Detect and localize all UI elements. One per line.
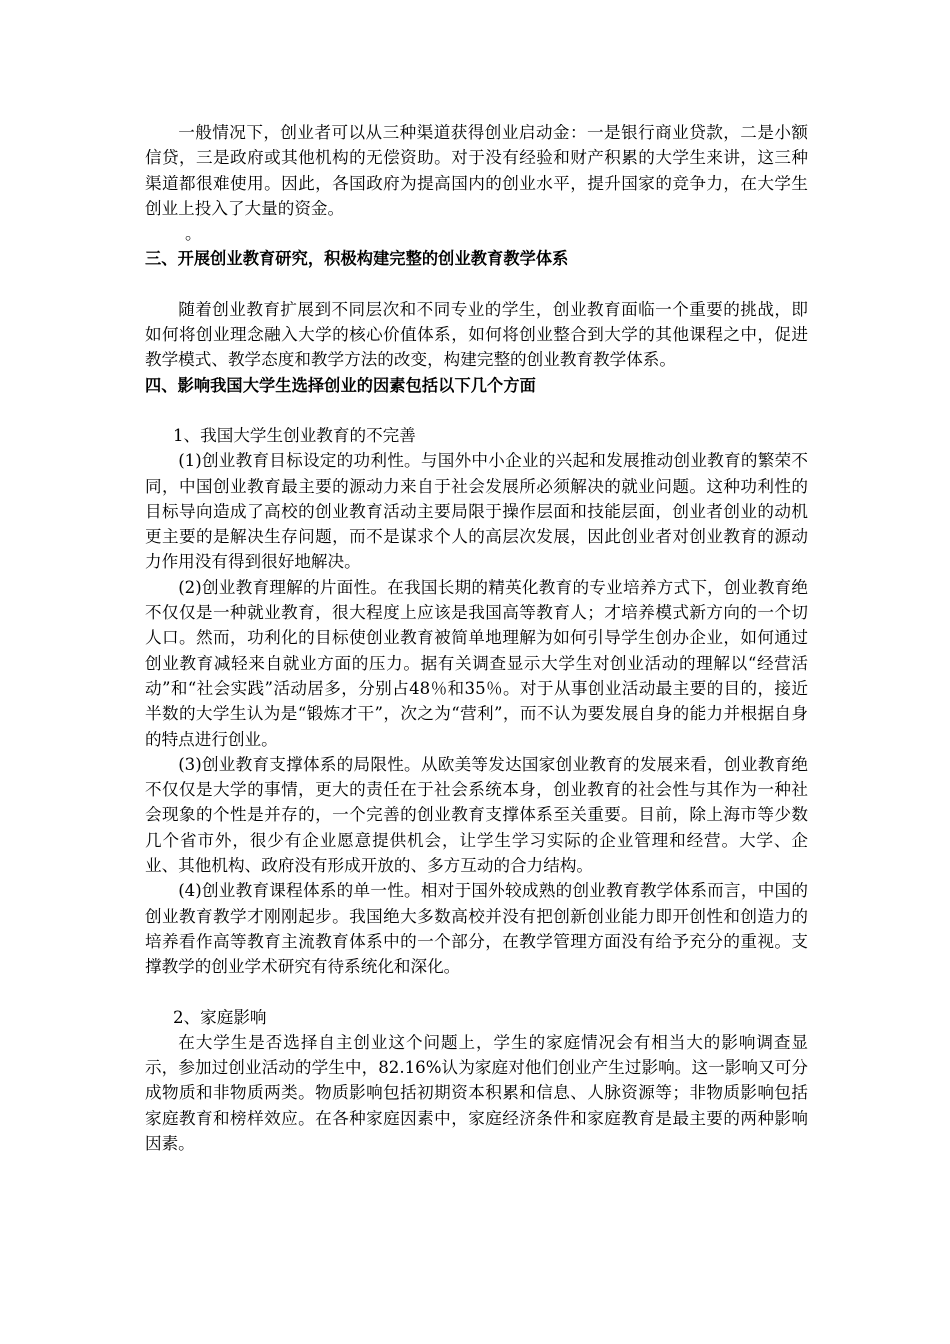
stray-period: 。 [185,224,202,244]
subheading-family-influence: 2、家庭影响 [173,1007,267,1027]
subheading-education-deficiency: 1、我国大学生创业教育的不完善 [173,425,416,445]
item-single-curriculum: (4)创业教育课程体系的单一性。相对于国外较成熟的创业教育教学体系而言，中国的创业教育教学才刚刚起步。我国绝大多数高校并没有把创新创业能力即开创性和创造力的培养看作高等教育主流教育体系中的一个部分，在教学管理方面没有给予充分的重视。支撑教学的创业学术研究有待系统化和深化。 [145,881,808,977]
paragraph-funding-channels: 一般情况下，创业者可以从三种渠道获得创业启动金：一是银行商业贷款，二是小额信贷，三是政府或其他机构的无偿资助。对于没有经验和财产积累的大学生来讲，这三种渠道都很难使用。因此，各国政府为提高国内的创业水平，提升国家的竞争力，在大学生创业上投入了大量的资金。 [145,123,808,218]
paragraph-education-challenge: 随着创业教育扩展到不同层次和不同专业的学生，创业教育面临一个重要的挑战，即如何将创业理念融入大学的核心价值体系，如何将创业整合到大学的其他课程之中，促进教学模式、教学态度和教学方法的改变，构建完整的创业教育教学体系。 [145,299,808,370]
document-body [145,120,808,1156]
item-support-system-limits: (3)创业教育支撑体系的局限性。从欧美等发达国家创业教育的发展来看，创业教育绝不仅仅是大学的事情，更大的责任在于社会系统本身，创业教育的社会性与其作为一种社会现象的个性是并存的，一个完善的创业教育支撑体系至关重要。目前，除上海市等少数几个省市外，很少有企业愿意提供机会，让学生学习实际的企业管理和经营。大学、企业、其他机构、政府没有形成开放的、多方互动的合力结构。 [145,754,808,876]
blank-line [145,272,808,297]
item-one-sided-understanding: (2)创业教育理解的片面性。在我国长期的精英化教育的专业培养方式下，创业教育绝不仅仅是一种就业教育，很大程度上应该是我国高等教育人；才培养模式新方向的一个切人口。然而，功利化的目标使创业教育被简单地理解为如何引导学生创办企业，如何通过创业教育减轻来自就业方面的压力。据有关调查显示大学生对创业活动的理解以“经营活动”和“社会实践”活动居多，分别占48％和35％。对于从事创业活动最主要的目的，接近半数的大学生认为是“锻炼才干”，次之为“营利”，而不认为要发展自身的能力并根据自身的特点进行创业。 [145,577,808,749]
paragraph-family-influence: 在大学生是否选择自主创业这个问题上，学生的家庭情况会有相当大的影响调查显示，参加过创业活动的学生中，82.16%认为家庭对他们创业产生过影响。这一影响又可分成物质和非物质两类。物质影响包括初期资本积累和信息、人脉资源等；非物质影响包括家庭教育和榜样效应。在各种家庭因素中，家庭经济条件和家庭教育是最主要的两种影响因素。 [145,1032,808,1153]
section-heading-4: 四、影响我国大学生选择创业的因素包括以下几个方面 [145,375,536,395]
blank-line [145,398,808,423]
blank-line [145,980,808,1005]
item-utilitarian-goals: (1)创业教育目标设定的功利性。与国外中小企业的兴起和发展推动创业教育的繁荣不同，中国创业教育最主要的源动力来自于社会发展所必须解决的就业问题。这种功利性的目标导向造成了高校的创业教育活动主要局限于操作层面和技能层面，创业者创业的动机更主要的是解决生存问题，而不是谋求个人的高层次发展，因此创业者对创业教育的源动力作用没有得到很好地解决。 [145,451,808,572]
section-heading-3: 三、开展创业教育研究，积极构建完整的创业教育教学体系 [145,249,569,269]
